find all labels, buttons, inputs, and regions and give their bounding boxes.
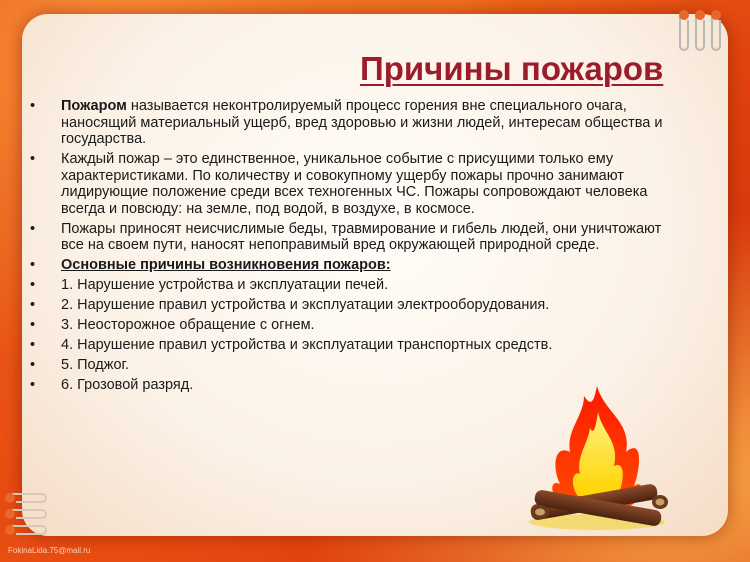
bullet-item [30,257,680,274]
bullet-marker: • [30,337,36,353]
bullet-text: 2. Нарушение правил устройства и эксплуатации электрооборудования. [61,297,550,313]
bullet-marker: • [30,297,36,313]
bullet-item [30,317,680,334]
bullet-text: 4. Нарушение правил устройства и эксплуатации транспортных средств. [61,337,553,353]
bullet-subheading: Основные причины возникновения пожаров: [61,257,391,273]
bullet-marker: • [30,277,36,293]
bullet-item [30,151,680,217]
bullet-marker: • [30,377,36,393]
bullet-item [30,221,680,254]
bullet-marker: • [30,257,36,273]
bullet-marker: • [30,151,36,167]
bullet-bold-term: Пожаром [61,98,127,114]
bullet-item [30,357,680,374]
bullet-text: Каждый пожар – это единственное, уникальное событие с присущими только ему характеристиками. По количеству и совокупному ущербу пожары прочно занимают лидирующие положение среди всех техногенных ЧС. Пожары сопровождают человека всегда и повсюду: на земле, под водой, в воздухе, в космосе. [61,151,648,217]
bullet-item [30,297,680,314]
bullet-text: 5. Поджог. [61,357,130,373]
bullet-text: 6. Грозовой разряд. [61,377,194,393]
slide-bullet-list [30,98,680,397]
bullet-item [30,277,680,294]
bullet-text: 1. Нарушение устройства и эксплуатации печей. [61,277,389,293]
footer-credit: FokinaLida.75@mail.ru [8,546,91,555]
bullet-item [30,98,680,148]
bullet-text: 3. Неосторожное обращение с огнем. [61,317,315,333]
bullet-text: называется неконтролируемый процесс горения вне специального очага, наносящий материальный ущерб, вред здоровью и жизни людей, интересам общества и государства. [61,98,663,147]
paperclips-top-right-icon [672,6,732,56]
slide-title: Причины пожаров [360,50,664,87]
bullet-text: Пожары приносят неисчислимые беды, травмирование и гибель людей, они уничтожают все на своем пути, наносят непоправимый вред окружающей природной среде. [61,220,662,253]
campfire-icon [522,382,672,534]
bullet-item [30,337,680,354]
bullet-marker: • [30,357,36,373]
bullet-marker: • [30,98,36,114]
bullet-marker: • [30,220,36,237]
paperclips-left-icon [2,486,50,544]
bullet-marker: • [30,317,36,333]
